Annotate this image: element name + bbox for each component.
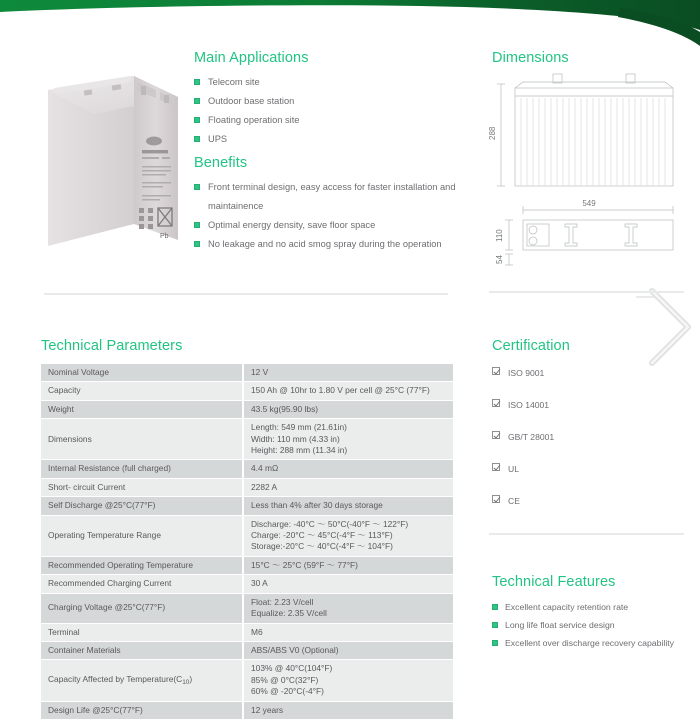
feature-label: Long life float service design	[505, 620, 615, 630]
table-row	[41, 400, 453, 418]
checkbox-checked-icon	[492, 367, 500, 375]
benefits-list	[194, 178, 460, 254]
bullet-square-icon	[194, 222, 200, 228]
table-row	[41, 593, 453, 623]
certification-label: ISO 9001	[508, 368, 545, 378]
dimensions-drawing	[487, 72, 692, 267]
parameter-name: Charging Voltage @25°C(77°F)	[41, 593, 243, 623]
benefit-label: No leakage and no acid smog spray during the operation	[208, 239, 442, 249]
technical-parameters-table	[41, 364, 453, 720]
bullet-square-icon	[492, 622, 498, 628]
parameter-value: 2282 A	[243, 478, 453, 496]
table-row	[41, 701, 453, 719]
dim-width-label: 110	[495, 229, 504, 242]
benefits-section	[194, 155, 460, 254]
dimensions-title: Dimensions	[492, 50, 569, 66]
parameter-name: Self Discharge @25°C(77°F)	[41, 497, 243, 515]
application-label: UPS	[208, 134, 228, 144]
list-item	[492, 598, 692, 616]
checkbox-checked-icon	[492, 463, 500, 471]
parameter-name: Recommended Charging Current	[41, 575, 243, 593]
list-item	[492, 400, 692, 411]
parameter-value: 43.5 kg(95.90 lbs)	[243, 400, 453, 418]
list-item	[492, 496, 692, 507]
parameter-name: Capacity Affected by $Temperature(C_{10})$	[41, 660, 243, 701]
list-item	[492, 634, 692, 652]
bullet-square-icon	[492, 604, 498, 610]
table-row	[41, 515, 453, 556]
parameter-value: 103% @ 40°C(104°F) 85% @ 0°C(32°F) 60% @ -20°C(-4°F)	[243, 660, 453, 701]
certification-section	[492, 338, 692, 528]
list-item	[194, 92, 456, 111]
section-divider	[489, 291, 684, 293]
list-item	[492, 432, 692, 443]
technical-features-section	[492, 574, 692, 652]
benefit-label: Optimal energy density, save floor space	[208, 220, 376, 230]
parameter-name: Terminal	[41, 623, 243, 641]
benefit-label: Front terminal design, easy access for faster installation and maintainence	[208, 182, 456, 211]
list-item	[194, 111, 456, 130]
table-row	[41, 575, 453, 593]
dim-length-label: 549	[582, 199, 596, 208]
technical-parameters-title: Technical Parameters	[41, 338, 183, 354]
table-row	[41, 623, 453, 641]
application-label: Outdoor base station	[208, 96, 295, 106]
bullet-square-icon	[194, 117, 200, 123]
table-row	[41, 364, 453, 382]
table-row	[41, 660, 453, 701]
parameter-name: Operating Temperature Range	[41, 515, 243, 556]
parameter-value: M6	[243, 623, 453, 641]
parameter-value: 30 A	[243, 575, 453, 593]
certification-label: ISO 14001	[508, 400, 550, 410]
feature-label: Excellent capacity retention rate	[505, 602, 629, 612]
table-row	[41, 419, 453, 460]
list-item	[194, 216, 460, 235]
parameter-name: Weight	[41, 400, 243, 418]
technical-features-list	[492, 598, 692, 652]
list-item	[492, 464, 692, 475]
certification-label: CE	[508, 496, 520, 506]
bullet-square-icon	[194, 241, 200, 247]
certification-label: GB/T 28001	[508, 432, 555, 442]
product-photo	[38, 62, 196, 267]
list-item	[194, 235, 460, 254]
parameter-value: 150 Ah @ 10hr to 1.80 V per cell @ 25°C (77°F)	[243, 382, 453, 400]
benefits-title: Benefits	[194, 155, 248, 171]
parameter-name: Internal Resistance (full charged)	[41, 460, 243, 478]
table-row	[41, 460, 453, 478]
application-label: Floating operation site	[208, 115, 300, 125]
table-row	[41, 556, 453, 574]
recycle-pb-mark: Pb	[160, 233, 169, 240]
parameter-value: 4.4 mΩ	[243, 460, 453, 478]
checkbox-checked-icon	[492, 431, 500, 439]
dim-height-label: 288	[488, 126, 497, 140]
table-row	[41, 478, 453, 496]
parameter-name: Design Life @25°C(77°F)	[41, 701, 243, 719]
parameter-value: Discharge: -40°C ～ 50°C(-40°F ～ 122°F) Charge: -20°C ～ 45°C(-4°F ～ 113°F) Storage:-20°C ～ 40°C(-4°F ～ 104°F)	[243, 515, 453, 556]
checkbox-checked-icon	[492, 399, 500, 407]
parameter-value: 15°C ～ 25°C (59°F ～ 77°F)	[243, 556, 453, 574]
bullet-square-icon	[194, 79, 200, 85]
dim-depth-label: 54	[495, 255, 504, 264]
applications-section	[194, 50, 456, 149]
checkbox-checked-icon	[492, 495, 500, 503]
bullet-square-icon	[194, 98, 200, 104]
parameter-name: Short- circuit Current	[41, 478, 243, 496]
parameter-name: Capacity	[41, 382, 243, 400]
list-item	[194, 178, 460, 216]
parameter-value: 12 V	[243, 364, 453, 382]
certification-title: Certification	[492, 338, 570, 354]
parameter-name: Container Materials	[41, 641, 243, 659]
technical-features-title: Technical Features	[492, 574, 616, 590]
table-row	[41, 641, 453, 659]
technical-parameters-section	[41, 338, 453, 720]
bullet-square-icon	[194, 184, 200, 190]
parameter-name: Recommended Operating Temperature	[41, 556, 243, 574]
parameter-value: ABS/ABS V0 (Optional)	[243, 641, 453, 659]
application-label: Telecom site	[208, 77, 260, 87]
certification-label: UL	[508, 464, 519, 474]
feature-label: Excellent over discharge recovery capability	[505, 638, 675, 648]
dimensions-section	[492, 50, 692, 74]
list-item	[194, 130, 456, 149]
certification-list	[492, 368, 692, 507]
table-row	[41, 382, 453, 400]
list-item	[194, 73, 456, 92]
header-banner	[0, 0, 700, 46]
list-item	[492, 368, 692, 379]
parameter-value: Less than 4% after 30 days storage	[243, 497, 453, 515]
parameter-value: Length: 549 mm (21.61in) Width: 110 mm (4.33 in) Height: 288 mm (11.34 in)	[243, 419, 453, 460]
parameter-name: Dimensions	[41, 419, 243, 460]
list-item	[492, 616, 692, 634]
parameter-value: 12 years	[243, 701, 453, 719]
applications-title: Main Applications	[194, 50, 309, 66]
parameter-value: Float: 2.23 V/cell Equalize: 2.35 V/cell	[243, 593, 453, 623]
section-divider	[44, 293, 448, 295]
parameter-name: Nominal Voltage	[41, 364, 243, 382]
applications-list	[194, 73, 456, 149]
table-row	[41, 497, 453, 515]
bullet-square-icon	[194, 136, 200, 142]
bullet-square-icon	[492, 640, 498, 646]
section-divider	[489, 533, 684, 535]
